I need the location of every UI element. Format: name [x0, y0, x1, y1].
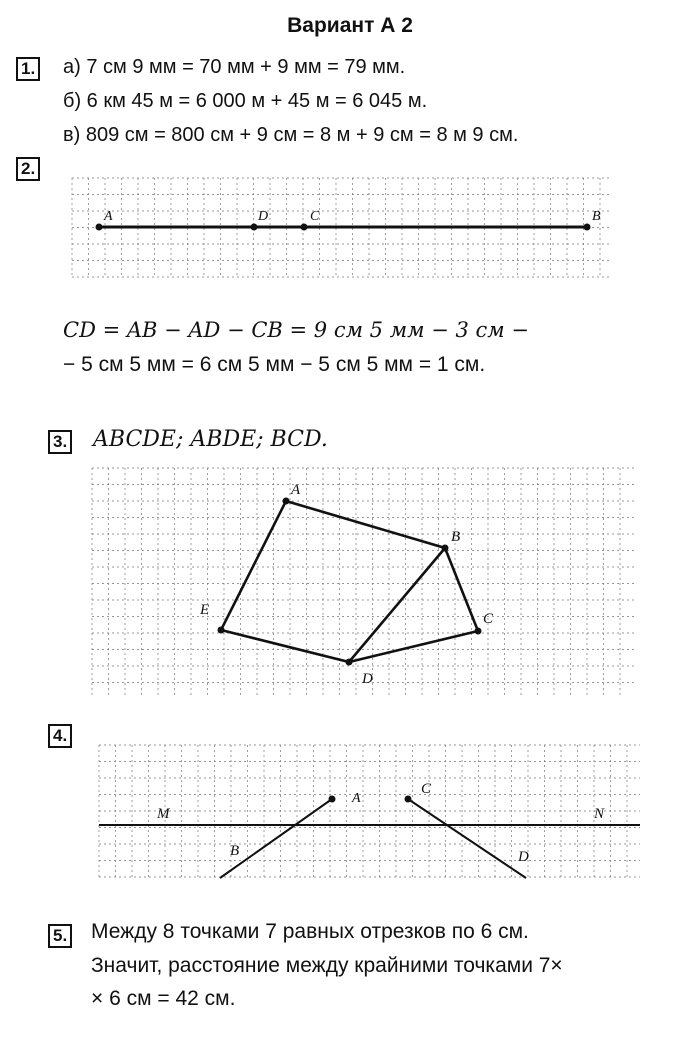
label-n: N	[594, 806, 605, 822]
ray-cd	[408, 799, 526, 878]
label-c: C	[483, 611, 494, 627]
label-b: B	[451, 529, 461, 545]
point-c	[405, 796, 412, 803]
label-c: C	[421, 781, 432, 797]
task2-line-1: CD = AB − AD − CB = 9 см 5 мм − 3 см −	[63, 318, 529, 342]
page-title: Вариант А 2	[287, 14, 413, 37]
task2-number: 2.	[16, 157, 40, 181]
label-a: A	[352, 791, 361, 806]
label-d: D	[258, 209, 269, 224]
task3-answer: ABCDE; ABDE; BCD.	[93, 427, 328, 452]
task5-number: 5.	[48, 924, 72, 948]
task1-number: 1.	[16, 57, 40, 81]
label-a: A	[104, 209, 113, 224]
task1-line-c: в) 809 см = 800 см + 9 см = 8 м + 9 см = 8 м 9 см.	[63, 124, 519, 146]
label-d: D	[518, 849, 529, 865]
label-b: B	[230, 843, 240, 859]
label-a: A	[291, 482, 301, 498]
task4-number: 4.	[48, 724, 72, 748]
task3-number: 3.	[48, 430, 72, 454]
task1-line-a: а) 7 см 9 мм = 70 мм + 9 мм = 79 мм.	[63, 56, 406, 78]
task5-line-2: Значит, расстояние между крайними точками 7×	[91, 954, 563, 977]
label-d: D	[362, 671, 373, 687]
task5-line-3: × 6 см = 42 см.	[91, 987, 236, 1010]
task5-line-1: Между 8 точками 7 равных отрезков по 6 см.	[91, 920, 529, 943]
task2-line-2: − 5 см 5 мм = 6 см 5 мм − 5 см 5 мм = 1 см.	[63, 353, 486, 376]
grid-task4	[99, 745, 640, 878]
task1-line-b: б) 6 км 45 м = 6 000 м + 45 м = 6 045 м.	[63, 90, 428, 112]
point-a	[329, 796, 336, 803]
label-b: B	[592, 209, 601, 224]
label-c: C	[310, 209, 320, 224]
label-m: M	[157, 806, 170, 822]
label-e: E	[200, 602, 210, 618]
